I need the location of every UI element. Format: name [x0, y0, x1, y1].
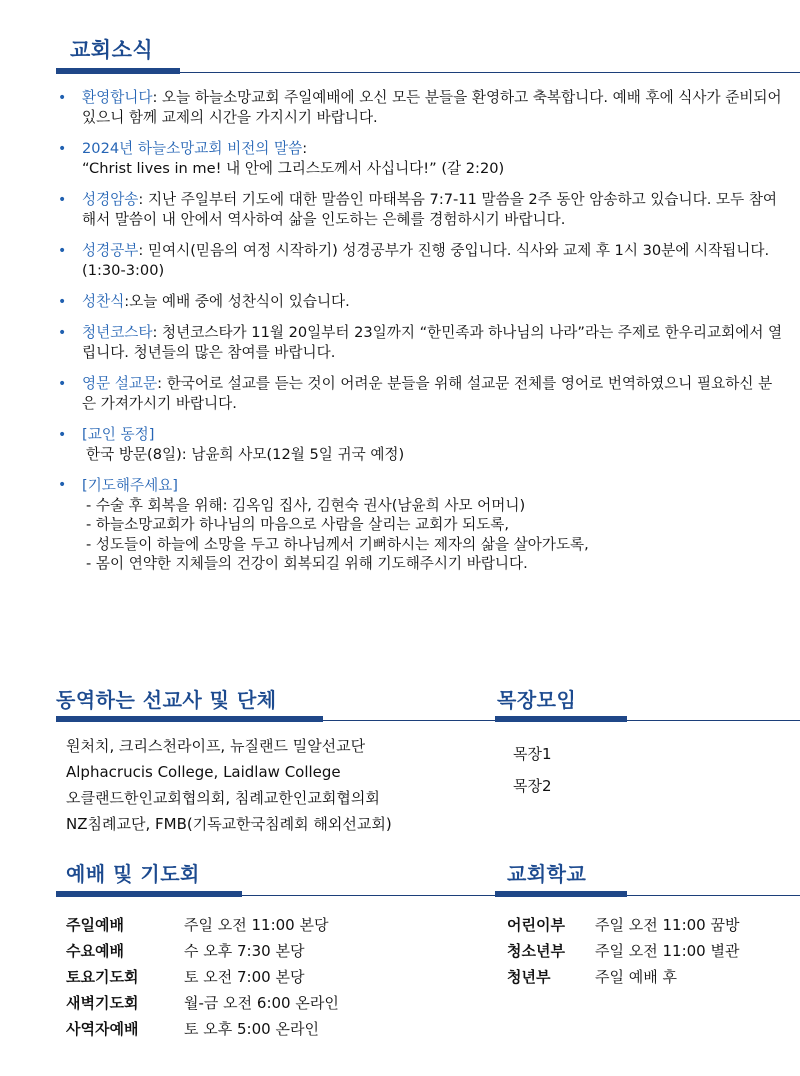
worship-name: 사역자예배 [66, 1020, 139, 1038]
bullet-icon: • [58, 141, 67, 157]
worship-heading: 예배 및 기도회 [66, 862, 200, 886]
mission-line: 오클랜드한인교회협의회, 침례교한인교회협의회 [66, 789, 380, 807]
worship-name: 수요예배 [66, 942, 124, 960]
worship-row [66, 912, 339, 938]
bullet-icon: • [58, 427, 67, 443]
news-item-member-news [56, 425, 786, 465]
news-item-label: 성경공부 [82, 242, 139, 259]
news-item-label: [교인 동정] [82, 426, 155, 443]
news-item-label: 성경암송 [82, 191, 139, 208]
worship-detail: 토 오후 5:00 온라인 [184, 1020, 319, 1038]
worship-detail: 토 오전 7:00 본당 [184, 968, 305, 986]
worship-detail: 수 오후 7:30 본당 [184, 942, 305, 960]
bullet-icon: • [58, 192, 67, 208]
worship-detail: 주일 오전 11:00 본당 [184, 916, 329, 934]
worship-name: 토요기도회 [66, 968, 139, 986]
school-heading: 교회학교 [507, 862, 587, 886]
school-heading-bar [495, 891, 627, 897]
worship-heading-bar [56, 891, 242, 897]
pastoral-heading: 목장모임 [497, 688, 577, 712]
news-list [56, 88, 786, 585]
prayer-line: - 몸이 연약한 지체들의 건강이 회복되길 위해 기도해주시기 바랍니다. [86, 555, 528, 572]
bullet-icon: • [58, 243, 67, 259]
news-item-text: : 믿여시(믿음의 여정 시작하기) 성경공부가 진행 중입니다. 식사와 교제 후 1시 30분에 시작됩니다.(1:30-3:00) [82, 242, 770, 279]
news-item-text: : 한국어로 설교를 듣는 것이 어려운 분들을 위해 설교문 전체를 영어로 번역하였으니 필요하신 분은 가져가시기 바랍니다. [82, 375, 773, 412]
news-item-text: : [302, 140, 308, 157]
news-item-text: : 지난 주일부터 기도에 대한 말씀인 마태복음 7:7-11 말씀을 2주 동안 암송하고 있습니다. 모두 참여해서 말씀이 내 안에서 역사하여 삶을 인도하는 은혜를 경험하시기 바랍니다. [82, 191, 778, 228]
mission-line: NZ침례교단, FMB(기독교한국침례회 해외선교회) [66, 815, 392, 833]
missions-list [66, 733, 392, 837]
missions-heading: 동역하는 선교사 및 단체 [56, 688, 277, 712]
mission-line: Alphacrucis College, Laidlaw College [66, 763, 341, 781]
prayer-line: - 수술 후 회복을 위해: 김옥임 집사, 김현숙 권사(남윤희 사모 어머니) [86, 496, 526, 514]
news-item-text: :오늘 예배 중에 성찬식이 있습니다. [124, 293, 350, 310]
pastoral-line: 목장2 [513, 777, 552, 795]
news-item-label: 영문 설교문 [82, 375, 158, 392]
news-item-text: : 청년코스타가 11월 20일부터 23일까지 “한민족과 하나님의 나라”라는 주제로 한우리교회에서 열립니다. 청년들의 많은 참여를 바랍니다. [82, 324, 783, 361]
prayer-line: - 성도들이 하늘에 소망을 두고 하나님께서 기뻐하시는 제자의 삶을 살아가도록, [86, 535, 589, 553]
missions-heading-bar [56, 716, 323, 722]
worship-row [66, 1016, 339, 1042]
mission-line: 원처치, 크리스천라이프, 뉴질랜드 밀알선교단 [66, 737, 366, 755]
news-item-label: 청년코스타 [82, 324, 153, 341]
school-table [507, 912, 739, 990]
worship-row [66, 964, 339, 990]
news-item-text: : 오늘 하늘소망교회 주일예배에 오신 모든 분들을 환영하고 축복합니다. 예배 후에 식사가 준비되어 있으니 함께 교제의 시간을 가지시기 바랍니다. [82, 89, 782, 126]
news-item-label: 2024년 하늘소망교회 비전의 말씀 [82, 140, 303, 157]
worship-name: 주일예배 [66, 916, 124, 934]
news-item-communion [56, 292, 786, 312]
school-detail: 주일 오전 11:00 별관 [595, 942, 740, 960]
pastoral-list [513, 738, 552, 802]
bullet-icon: • [58, 294, 67, 310]
prayer-line: - 하늘소망교회가 하나님의 마음으로 사람을 살리는 교회가 되도록, [86, 516, 510, 533]
bullet-icon: • [58, 325, 67, 341]
pastoral-line: 목장1 [513, 745, 552, 763]
school-name: 청소년부 [507, 942, 565, 960]
worship-row [66, 938, 339, 964]
news-item-label: 성찬식 [82, 293, 125, 310]
news-heading-bar [56, 68, 180, 74]
school-row [507, 964, 739, 990]
school-name: 어린이부 [507, 916, 565, 934]
news-item-bible-study [56, 241, 786, 281]
news-item-label: 환영합니다 [82, 89, 153, 106]
news-heading: 교회소식 [70, 38, 154, 62]
school-detail: 주일 예배 후 [595, 968, 677, 986]
news-item-english-sermon [56, 374, 786, 414]
bullet-icon: • [58, 90, 67, 106]
news-item-memorization [56, 190, 786, 230]
news-item-vision [56, 139, 786, 179]
news-item-youth-kosta [56, 323, 786, 363]
pastoral-heading-bar [495, 716, 627, 722]
news-item-verse: “Christ lives in me! 내 안에 그리스도께서 사십니다!” (갈 2:20) [82, 160, 505, 177]
school-row [507, 938, 739, 964]
school-name: 청년부 [507, 968, 551, 986]
news-item-member-detail: 한국 방문(8일): 남윤희 사모(12월 5일 귀국 예정) [86, 446, 405, 463]
school-detail: 주일 오전 11:00 꿈방 [595, 916, 740, 934]
bullet-icon: • [58, 376, 67, 392]
worship-row [66, 990, 339, 1016]
prayer-label: [기도해주세요] [82, 477, 178, 494]
news-item-prayer [56, 476, 786, 574]
news-item-welcome [56, 88, 786, 128]
worship-name: 새벽기도회 [66, 994, 139, 1012]
bullet-icon: • [58, 477, 67, 493]
worship-detail: 월-금 오전 6:00 온라인 [184, 994, 339, 1012]
school-row [507, 912, 739, 938]
worship-table [66, 912, 339, 1042]
